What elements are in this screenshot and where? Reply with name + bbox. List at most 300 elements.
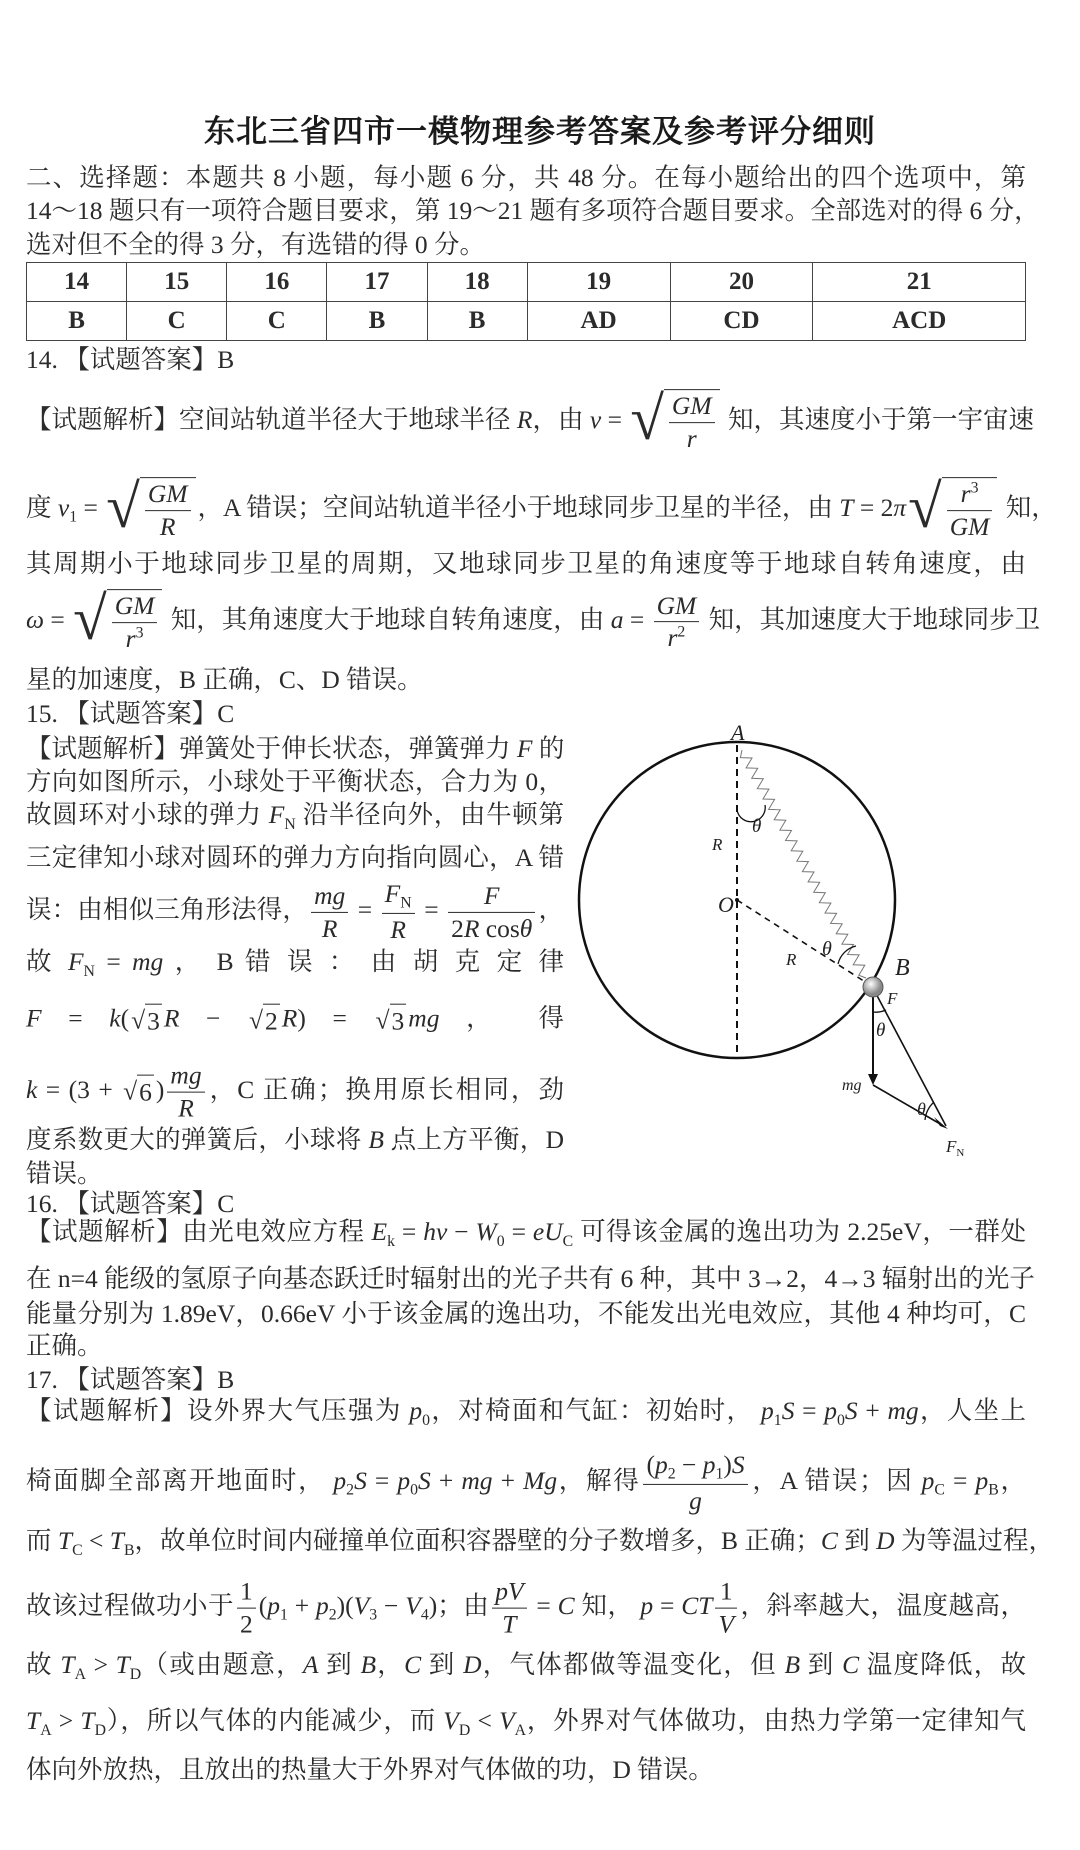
q17-analysis-line bbox=[26, 1394, 1026, 1438]
math-symbol: R bbox=[163, 1003, 180, 1033]
text-run: ， bbox=[998, 1465, 1026, 1495]
math-symbol: p bbox=[409, 1396, 423, 1426]
math-symbol: k bbox=[109, 1003, 121, 1033]
square-root bbox=[630, 385, 719, 455]
text-run: = bbox=[44, 604, 72, 634]
fraction bbox=[448, 880, 535, 945]
radicand: 3 bbox=[390, 1003, 407, 1038]
subscript: 4 bbox=[420, 1606, 429, 1624]
q17-analysis-line bbox=[26, 1648, 1026, 1692]
text-run: 【试题解析】设外界大气压强为 bbox=[26, 1396, 410, 1426]
text-run: 体向外放热，且放出的热量大于外界对气体做的功，D 错误。 bbox=[26, 1755, 714, 1784]
subscript: 2 bbox=[328, 1606, 337, 1624]
subscript: N bbox=[83, 962, 95, 980]
text-run: ，故单位时间内碰撞单位面积容器壁的分子数增多，B 正确； bbox=[134, 1526, 821, 1556]
fraction bbox=[669, 390, 715, 455]
math-symbol: p bbox=[761, 1396, 774, 1426]
text-run: = bbox=[623, 604, 651, 634]
radical-sign: √ bbox=[73, 585, 107, 654]
numerator bbox=[448, 880, 535, 913]
math-symbol: C bbox=[842, 1650, 860, 1680]
math-symbol: S bbox=[731, 1449, 745, 1479]
label-o: O bbox=[718, 892, 734, 917]
label-fn: $F_N$ bbox=[946, 1137, 965, 1159]
square-root bbox=[106, 473, 195, 543]
math-symbol: a bbox=[610, 604, 624, 634]
label-r: R bbox=[712, 835, 723, 854]
mg-arrowhead bbox=[868, 1074, 878, 1085]
text-run: = bbox=[417, 894, 446, 924]
subscript: A bbox=[74, 1665, 86, 1683]
text-run: （或由题意， bbox=[141, 1650, 303, 1680]
answer-cell: B bbox=[427, 302, 527, 341]
math-symbol: r bbox=[125, 624, 136, 653]
text-run: 为等温过程， bbox=[894, 1526, 1054, 1556]
radical-sign: √ bbox=[123, 1076, 138, 1106]
text-run: 到 bbox=[318, 1650, 361, 1680]
text-run: > bbox=[51, 1706, 81, 1736]
math-symbol: mg bbox=[132, 947, 164, 977]
answer-cell: AD bbox=[527, 302, 670, 341]
subscript: 0 bbox=[410, 1481, 419, 1499]
text-run: 点上方平衡，D bbox=[383, 1125, 564, 1154]
radical-sign: √ bbox=[131, 1005, 146, 1035]
q15-analysis-line bbox=[26, 878, 564, 946]
text-run: )( bbox=[336, 1590, 354, 1620]
question-number: 19 bbox=[527, 263, 670, 302]
math-symbol: V bbox=[718, 1609, 735, 1639]
subscript: C bbox=[934, 1481, 945, 1499]
q15-analysis-line bbox=[26, 1123, 564, 1157]
fraction bbox=[167, 1060, 204, 1125]
math-symbol: mg bbox=[170, 1060, 202, 1090]
math-symbol: p bbox=[315, 1590, 329, 1620]
subscript: 0 bbox=[837, 1411, 845, 1429]
answer-cell: B bbox=[27, 302, 127, 341]
math-symbol: T bbox=[80, 1706, 95, 1736]
math-symbol: F bbox=[483, 880, 500, 910]
subscript: 1 bbox=[279, 1606, 288, 1624]
q16-analysis-line bbox=[26, 1215, 1026, 1259]
text-run: ，解得 bbox=[557, 1465, 641, 1495]
center-point bbox=[735, 898, 739, 902]
text-run: = bbox=[504, 1217, 533, 1247]
text-run: ，斜率越大，温度越高， bbox=[740, 1590, 1026, 1620]
q15-analysis-line bbox=[26, 1060, 564, 1125]
subscript: C bbox=[72, 1541, 83, 1559]
q14-analysis-line bbox=[26, 547, 1026, 581]
fraction bbox=[382, 878, 415, 946]
text-run: = bbox=[529, 1590, 558, 1620]
math-symbol: Mg bbox=[523, 1465, 558, 1495]
subscript: B bbox=[123, 1541, 135, 1559]
q15-analysis-line bbox=[26, 1157, 564, 1191]
math-symbol: π bbox=[893, 492, 907, 522]
math-symbol: k bbox=[26, 1074, 38, 1104]
text-run: < bbox=[470, 1706, 500, 1736]
answer-cell: C bbox=[127, 302, 227, 341]
text-run: ) bbox=[723, 1449, 732, 1479]
radical-sign: √ bbox=[630, 385, 664, 454]
text-run: + bbox=[857, 1396, 888, 1426]
text-run: = bbox=[653, 1590, 682, 1620]
q16-analysis-line bbox=[26, 1329, 1026, 1363]
text-run: 故 bbox=[26, 1650, 61, 1680]
answer-cell: CD bbox=[670, 302, 813, 341]
math-symbol: E bbox=[371, 1217, 388, 1247]
text-run: < bbox=[82, 1526, 110, 1556]
text-run: = bbox=[94, 947, 133, 977]
subscript: D bbox=[94, 1721, 106, 1739]
subscript: 0 bbox=[496, 1232, 505, 1250]
table-row-answers bbox=[27, 302, 1026, 341]
math-symbol: θ bbox=[519, 913, 533, 943]
denominator bbox=[669, 423, 715, 455]
numerator bbox=[145, 478, 191, 511]
math-symbol: F bbox=[67, 947, 84, 977]
text-run: ( bbox=[120, 1003, 130, 1033]
denominator bbox=[112, 623, 158, 655]
fraction bbox=[145, 478, 191, 543]
fn-arrowhead bbox=[934, 1117, 948, 1129]
question-number: 20 bbox=[670, 263, 813, 302]
text-run: ，A 错误；空间站轨道半径小于地球同步卫星的半径，由 bbox=[197, 492, 840, 522]
text-run: = bbox=[77, 492, 105, 522]
label-a: A bbox=[731, 720, 745, 745]
text-run: 方向如图所示，小球处于平衡状态，合力为 0， bbox=[26, 767, 564, 796]
math-symbol: V bbox=[499, 1706, 515, 1736]
radicand: 2 bbox=[263, 1003, 280, 1038]
superscript: 3 bbox=[970, 479, 979, 497]
denominator bbox=[654, 623, 700, 655]
numerator bbox=[237, 1576, 256, 1609]
text-run: 1 bbox=[239, 1576, 253, 1606]
math-symbol: T bbox=[109, 1526, 124, 1556]
denominator bbox=[311, 913, 348, 945]
math-symbol: T bbox=[26, 1706, 41, 1736]
subscript: D bbox=[129, 1665, 142, 1683]
math-symbol: S bbox=[844, 1396, 858, 1426]
q15-analysis-line bbox=[26, 945, 564, 989]
math-symbol: mg bbox=[314, 880, 346, 910]
question-number: 16 bbox=[227, 263, 327, 302]
text-run: > bbox=[85, 1650, 116, 1680]
math-symbol: p bbox=[975, 1465, 989, 1495]
text-run: 而 bbox=[26, 1526, 58, 1556]
label-f: F bbox=[887, 989, 898, 1008]
radicand: 3 bbox=[145, 1003, 162, 1038]
denominator bbox=[382, 914, 415, 946]
text-run: ( bbox=[646, 1449, 655, 1479]
text-run: 知，其角速度大于地球自转角速度，由 bbox=[164, 604, 611, 634]
q15-analysis-line bbox=[26, 765, 564, 799]
radicand: 6 bbox=[137, 1075, 154, 1110]
math-symbol: B bbox=[360, 1650, 377, 1680]
text-run: 椅面脚全部离开地面时， bbox=[26, 1465, 334, 1495]
math-symbol: p bbox=[654, 1449, 668, 1479]
subscript: 1 bbox=[773, 1411, 782, 1429]
radicand bbox=[107, 589, 163, 655]
fraction bbox=[643, 1449, 747, 1517]
text-run: = bbox=[394, 1217, 424, 1247]
intro-line: 14～18 题只有一项符合题目要求，第 19～21 题有多项符合题目要求。全部选对的得 6 分， bbox=[26, 196, 1040, 225]
label-r: R bbox=[786, 950, 797, 969]
q15-analysis-line bbox=[26, 841, 564, 875]
text-run: ，C 正确；换用原长相同，劲 bbox=[207, 1074, 564, 1104]
text-run: 2 bbox=[239, 1609, 253, 1639]
subscript: 2 bbox=[667, 1465, 676, 1483]
text-run: ，由 bbox=[532, 404, 590, 434]
math-symbol: p bbox=[333, 1465, 347, 1495]
question-number: 15 bbox=[127, 263, 227, 302]
text-run: ，气体都做等温变化，但 bbox=[481, 1650, 785, 1680]
q16-analysis-line bbox=[26, 1297, 1026, 1331]
math-symbol: F bbox=[26, 1003, 42, 1033]
denominator bbox=[947, 511, 993, 543]
text-run: − bbox=[675, 1449, 703, 1479]
math-symbol: GM bbox=[114, 591, 155, 621]
square-root bbox=[123, 1075, 154, 1110]
text-run: ( bbox=[258, 1590, 268, 1620]
math-symbol: B bbox=[784, 1650, 801, 1680]
square-root bbox=[73, 585, 162, 655]
math-symbol: T bbox=[115, 1650, 130, 1680]
numerator bbox=[311, 880, 348, 913]
text-run: 到 bbox=[421, 1650, 464, 1680]
math-symbol: R bbox=[281, 1003, 298, 1033]
fraction bbox=[715, 1576, 737, 1641]
label-theta: θ bbox=[752, 816, 762, 837]
text-run: 能量分别为 1.89eV，0.66eV 小于该金属的逸出功，不能发出光电效应，其他 4 种均可，C bbox=[26, 1299, 1026, 1328]
text-run: 知，其加速度大于地球同步卫 bbox=[702, 604, 1041, 634]
numerator bbox=[715, 1576, 737, 1609]
math-symbol: p bbox=[640, 1590, 654, 1620]
math-symbol: r bbox=[686, 424, 697, 453]
label-theta: θ bbox=[822, 938, 832, 960]
numerator bbox=[654, 590, 700, 623]
text-run: = bbox=[41, 1003, 110, 1033]
math-symbol: D bbox=[876, 1526, 895, 1556]
math-symbol: R bbox=[321, 913, 338, 943]
denominator bbox=[448, 913, 535, 945]
question-number: 14 bbox=[27, 263, 127, 302]
subscript: 2 bbox=[346, 1481, 355, 1499]
text-run: 到 bbox=[800, 1650, 843, 1680]
math-symbol: D bbox=[463, 1650, 482, 1680]
text-run: 可得该金属的逸出功为 2.25eV，一群处 bbox=[573, 1217, 1026, 1247]
q15-analysis-line bbox=[26, 732, 564, 766]
question-number: 18 bbox=[427, 263, 527, 302]
math-symbol: p bbox=[397, 1465, 411, 1495]
math-symbol: GM bbox=[656, 590, 697, 620]
math-symbol: S bbox=[781, 1396, 795, 1426]
math-symbol: C bbox=[557, 1590, 575, 1620]
q15-answer: 15. 【试题答案】C bbox=[26, 699, 235, 728]
subscript: N bbox=[400, 894, 412, 912]
subscript: A bbox=[514, 1721, 527, 1739]
math-symbol: v bbox=[57, 492, 70, 522]
superscript: 2 bbox=[677, 624, 686, 642]
fraction bbox=[311, 880, 348, 945]
answer-cell: C bbox=[227, 302, 327, 341]
text-run: ， bbox=[538, 894, 564, 924]
text-run: cos bbox=[479, 913, 520, 943]
numerator bbox=[669, 390, 715, 423]
q17-analysis-line bbox=[26, 1576, 1026, 1641]
text-run: 故该过程做功小于 bbox=[26, 1590, 234, 1620]
math-symbol: S bbox=[418, 1465, 431, 1495]
q17-analysis-line bbox=[26, 1704, 1026, 1748]
text-run: = bbox=[944, 1465, 976, 1495]
text-run: ， B 错 误 ： 由 胡 克 定 律 bbox=[163, 947, 564, 977]
math-symbol: p bbox=[267, 1590, 280, 1620]
radicand bbox=[140, 477, 196, 543]
subscript: 3 bbox=[369, 1606, 378, 1624]
math-symbol: T bbox=[839, 492, 854, 522]
text-run: = (3 + bbox=[37, 1074, 122, 1104]
numerator bbox=[167, 1060, 204, 1093]
label-b: B bbox=[895, 955, 910, 981]
label-theta: θ bbox=[876, 1020, 886, 1041]
math-symbol: p bbox=[702, 1449, 716, 1479]
subscript: N bbox=[284, 815, 296, 833]
radicand bbox=[942, 477, 998, 543]
math-symbol: hν bbox=[423, 1217, 448, 1247]
text-run: 1 bbox=[719, 1576, 733, 1606]
math-symbol: g bbox=[689, 1486, 702, 1516]
text-run: = bbox=[601, 404, 629, 434]
square-root bbox=[376, 1003, 407, 1038]
text-run: 三定律知小球对圆环的弹力方向指向圆心，A 错 bbox=[26, 843, 564, 872]
text-run: 【试题解析】弹簧处于伸长状态，弹簧弹力 bbox=[26, 734, 517, 763]
radius-ob bbox=[737, 900, 870, 985]
text-run: 知， bbox=[574, 1590, 641, 1620]
answer-cell: ACD bbox=[813, 302, 1026, 341]
q14-analysis-line bbox=[26, 473, 1057, 543]
text-run: 错误。 bbox=[26, 1159, 103, 1188]
numerator bbox=[643, 1449, 747, 1485]
q16-answer: 16. 【试题答案】C bbox=[26, 1189, 235, 1218]
denominator bbox=[167, 1093, 204, 1125]
fraction bbox=[947, 478, 993, 543]
radical-sign: √ bbox=[106, 473, 140, 542]
text-run: + bbox=[430, 1465, 462, 1495]
math-symbol: R bbox=[159, 512, 176, 541]
table-row-questions bbox=[27, 263, 1026, 302]
text-run: 星的加速度，B 正确，C、D 错误。 bbox=[26, 665, 423, 694]
math-symbol: mg bbox=[408, 1003, 440, 1033]
q14-analysis-line bbox=[26, 663, 1026, 697]
q15-analysis-line bbox=[26, 798, 564, 842]
math-symbol: r bbox=[960, 479, 971, 509]
math-symbol: C bbox=[820, 1526, 838, 1556]
q17-analysis-line bbox=[26, 1449, 1026, 1517]
math-symbol: mg bbox=[461, 1465, 493, 1495]
math-symbol: V bbox=[405, 1590, 421, 1620]
subscript: A bbox=[40, 1721, 52, 1739]
math-symbol: p bbox=[824, 1396, 837, 1426]
fraction bbox=[654, 590, 700, 655]
subscript: k bbox=[387, 1232, 395, 1250]
text-run: 度系数更大的弹簧后，小球将 bbox=[26, 1125, 369, 1154]
math-symbol: R bbox=[516, 404, 533, 434]
math-symbol: R bbox=[463, 913, 480, 943]
math-symbol: T bbox=[502, 1609, 517, 1639]
math-symbol: v bbox=[589, 404, 602, 434]
subscript: B bbox=[988, 1481, 999, 1499]
q14-analysis-line bbox=[26, 585, 1041, 655]
text-run: + bbox=[287, 1590, 316, 1620]
label-theta: θ bbox=[917, 1099, 926, 1119]
numerator bbox=[112, 590, 158, 623]
text-run: = 2 bbox=[853, 492, 894, 522]
subscript: 0 bbox=[422, 1411, 431, 1429]
numerator bbox=[947, 478, 993, 511]
math-symbol: pV bbox=[495, 1576, 524, 1606]
math-symbol: R bbox=[390, 915, 406, 945]
text-run: ，外界对气体做功，由热力学第一定律知气 bbox=[526, 1706, 1026, 1736]
subscript: 1 bbox=[715, 1465, 724, 1483]
intro-line: 选对但不全的得 3 分，有选错的得 0 分。 bbox=[26, 230, 486, 259]
math-symbol: ω bbox=[26, 604, 45, 634]
answer-cell: B bbox=[327, 302, 427, 341]
math-symbol: GM bbox=[671, 391, 712, 421]
text-run: ) bbox=[155, 1074, 165, 1104]
text-run: 知，其速度小于第一宇宙速 bbox=[721, 404, 1034, 434]
text-run: ，对椅面和气缸：初始时， bbox=[430, 1396, 762, 1426]
text-run: 的 bbox=[532, 734, 565, 763]
text-run: ，人坐上 bbox=[918, 1396, 1026, 1426]
square-root bbox=[908, 473, 997, 543]
spring bbox=[740, 750, 866, 978]
label-mg: mg bbox=[842, 1077, 862, 1094]
radicand bbox=[664, 389, 720, 455]
text-run: ， 得 bbox=[439, 1003, 564, 1033]
ball bbox=[863, 977, 883, 997]
radical-sign: √ bbox=[908, 473, 942, 542]
q15-analysis-line bbox=[26, 1002, 564, 1039]
math-symbol: GM bbox=[147, 479, 188, 509]
text-run: 知， bbox=[999, 492, 1057, 522]
text-run: 其周期小于地球同步卫星的周期，又地球同步卫星的角速度等于地球自转角速度，由 bbox=[26, 549, 1026, 578]
math-symbol: V bbox=[353, 1590, 370, 1620]
text-run: 【试题解析】由光电效应方程 bbox=[26, 1217, 372, 1247]
math-symbol: F bbox=[384, 878, 401, 908]
text-run: − bbox=[377, 1590, 406, 1620]
q17-answer: 17. 【试题答案】B bbox=[26, 1365, 235, 1394]
fraction bbox=[112, 590, 158, 655]
text-run: 在 n=4 能级的氢原子向基态跃迁时辐射出的光子共有 6 种，其中 3→2，4→3 辐射出的光子 bbox=[26, 1264, 1035, 1293]
subscript: C bbox=[562, 1232, 574, 1250]
denominator bbox=[237, 1609, 256, 1641]
subscript: D bbox=[458, 1721, 471, 1739]
text-run: ， bbox=[376, 1650, 405, 1680]
square-root bbox=[249, 1003, 280, 1038]
text-run: + bbox=[492, 1465, 524, 1495]
fraction bbox=[492, 1576, 526, 1641]
text-run: )；由 bbox=[428, 1590, 490, 1620]
text-run: 正确。 bbox=[26, 1331, 103, 1360]
text-run: 误：由相似三角形法得， bbox=[26, 894, 309, 924]
math-symbol: W bbox=[475, 1217, 497, 1247]
q14-answer: 14. 【试题答案】B bbox=[26, 345, 235, 374]
text-run: − bbox=[447, 1217, 476, 1247]
answer-table bbox=[26, 262, 1026, 341]
text-run: 故 bbox=[26, 947, 68, 977]
math-symbol: eU bbox=[532, 1217, 563, 1247]
math-symbol: C bbox=[404, 1650, 422, 1680]
q17-analysis-line bbox=[26, 1753, 1026, 1787]
